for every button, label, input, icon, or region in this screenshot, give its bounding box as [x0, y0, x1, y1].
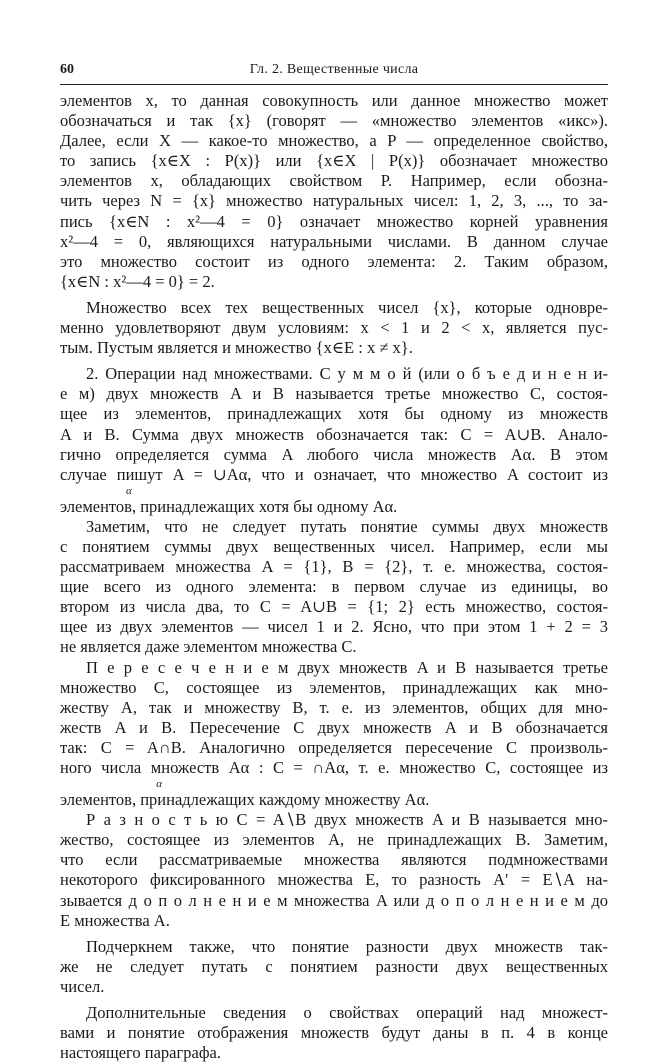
text-line: жество, состоящее из элементов A, не принадлежащих B. Заметим,	[60, 830, 608, 850]
text-line: 2. Операции над множествами. С у м м о й (или о б ъ е д и н е н и-	[86, 364, 608, 384]
body-text	[60, 91, 608, 1063]
text-line: щие всего из одного элемента: в первом случае из единицы, во	[60, 577, 608, 597]
text-line: П е р е с е ч е н и е м двух множеств A и B называется третье	[86, 657, 608, 677]
text-line: рассматриваем множества A = {1}, B = {2}, т. е. множества, состоя-	[60, 557, 608, 577]
text-line: пись {x∈N : x²—4 = 0} означает множество корней уравнения	[60, 211, 608, 231]
text-line: обозначаться и так {x} (говорят — «множество элементов «икс»).	[60, 111, 608, 131]
text-line: не является даже элементом множества C.	[60, 637, 357, 657]
text-line: вами и понятие отображения множеств будут даны в п. 4 в конце	[60, 1023, 608, 1043]
text-line: тым. Пустым является и множество {x∈E : x ≠ x}.	[60, 338, 413, 358]
text-line: {x∈N : x²—4 = 0} = 2.	[60, 271, 215, 291]
text-line: то запись {x∈X : P(x)} или {x∈X | P(x)} обозначает множество	[60, 151, 608, 171]
text-line: щее из элементов, принадлежащих хотя бы одному из множеств	[60, 404, 608, 424]
text-line: же не следует путать с понятием разности двух вещественных	[60, 956, 608, 976]
text-line: некоторого фиксированного множества E, то разность A′ = E∖A на-	[60, 870, 608, 890]
text-line: Множество всех тех вещественных чисел {x}, которые одновре-	[86, 297, 608, 317]
text-line: жеств A и B. Пересечение C двух множеств A и B обозначается	[60, 717, 608, 737]
text-line: элементов x, то данная совокупность или данное множество может	[60, 91, 608, 110]
text-line: щее из двух элементов — чисел 1 и 2. Ясно, что при этом 1 + 2 = 3	[60, 617, 608, 637]
text-line: зывается д о п о л н е н и е м множества A или д о п о л н е н и е м до	[60, 890, 608, 910]
text-line: множество C, состоящее из элементов, принадлежащих как мно-	[60, 677, 608, 697]
header-rule	[60, 84, 608, 85]
text-line: втором из числа два, то C = A∪B = {1; 2} есть множество, состоя-	[60, 597, 608, 617]
text-line: так: C = A∩B. Аналогично определяется пересечение C произволь-	[60, 737, 608, 757]
text-line: Подчеркнем также, что понятие разности двух множеств так-	[86, 936, 608, 956]
text-line: е м) двух множеств A и B называется третье множество C, состоя-	[60, 384, 608, 404]
book-page	[60, 62, 608, 1063]
text-line: менно удовлетворяют двум условиям: x < 1 и 2 < x, является пус-	[60, 318, 608, 338]
text-line: гично определяется сумма A любого числа множеств Aα. В этом	[60, 444, 608, 464]
text-line: α	[60, 484, 132, 497]
text-line: элементов x, обладающих свойством P. Например, если обозна-	[60, 171, 608, 191]
text-line: элементов, принадлежащих хотя бы одному Aα.	[60, 496, 398, 516]
text-line: Далее, если X — какое-то множество, а P — определенное свойство,	[60, 131, 608, 151]
text-line: Дополнительные сведения о свойствах операций над множест-	[86, 1003, 608, 1023]
page-number: 60	[60, 62, 74, 77]
text-line: A и B. Сумма двух множеств обозначается так: C = A∪B. Анало-	[60, 424, 608, 444]
text-line: случае пишут A = ∪Aα, что и означает, что множество A состоит из	[60, 464, 608, 484]
text-line: x²—4 = 0, являющихся натуральными числами. В данном случае	[60, 231, 608, 251]
text-line: Р а з н о с т ь ю C = A∖B двух множеств A и B называется мно-	[86, 810, 608, 830]
text-line: Заметим, что не следует путать понятие суммы двух множеств	[86, 516, 608, 536]
text-line: чить через N = {x} множество натуральных чисел: 1, 2, 3, ..., то за-	[60, 191, 608, 211]
text-line: жеству A, так и множеству B, т. е. из элементов, общих для мно-	[60, 697, 608, 717]
text-line: чисел.	[60, 976, 105, 996]
text-line: α	[60, 778, 163, 791]
text-line: E множества A.	[60, 910, 170, 930]
page-header	[60, 62, 608, 84]
text-line: ного числа множеств Aα : C = ∩Aα, т. е. множество C, состоящее из	[60, 758, 608, 777]
text-line: это множество состоит из одного элемента: 2. Таким образом,	[60, 251, 608, 271]
running-title: Гл. 2. Вещественные числа	[249, 62, 419, 77]
text-line: настоящего параграфа.	[60, 1043, 221, 1063]
text-line: что если рассматриваемые множества являются подмножествами	[60, 850, 608, 870]
text-line: с понятием суммы двух вещественных чисел. Например, если мы	[60, 536, 608, 556]
text-line: элементов, принадлежащих каждому множеству Aα.	[60, 790, 430, 810]
